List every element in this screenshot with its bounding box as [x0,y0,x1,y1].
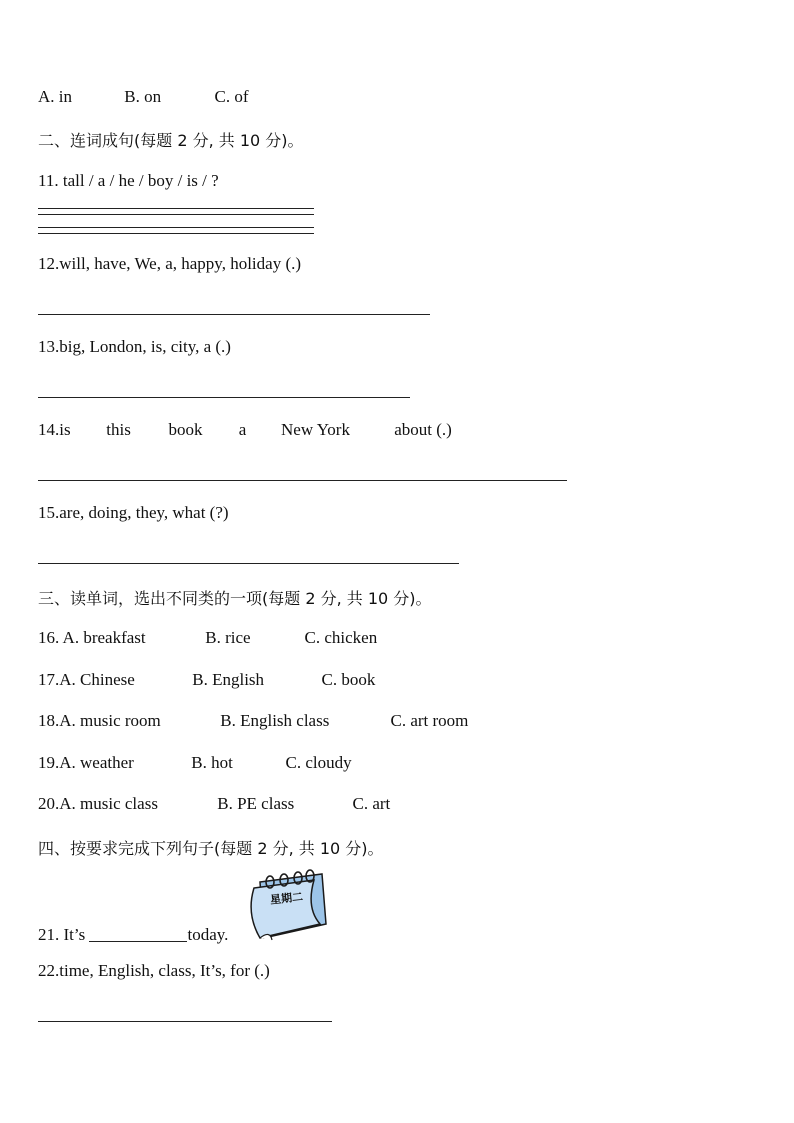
q14-word: a [238,420,247,439]
q14-word: 14.is [38,420,71,439]
q10-option-a: A. in [38,87,72,106]
q16-options [38,628,377,648]
q18-option-c: C. art room [390,711,469,730]
q21-blank[interactable] [89,925,187,942]
q15-text: 15.are, doing, they, what (?) [38,503,229,522]
q17-options [38,670,375,690]
q17-option-c: C. book [321,670,376,689]
q16-option-a: 16. A. breakfast [38,628,146,647]
q19-option-a: 19.A. weather [38,753,134,772]
q20-option-a: 20.A. music class [38,794,158,813]
q14-answer-line [38,480,567,481]
section4-title: 四、按要求完成下列句子(每题 2 分, 共 10 分)。 [38,839,384,858]
q13-answer-line [38,397,410,398]
q11-text: 11. tall / a / he / boy / is / ? [38,171,219,190]
q11-writing-line-4 [38,233,314,234]
q12-text: 12.will, have, We, a, happy, holiday (.) [38,254,302,273]
q22-text: 22.time, English, class, It’s, for (.) [38,961,270,980]
q12-answer-line [38,314,430,315]
q20-option-c: C. art [352,794,391,813]
q11-writing-line-1 [38,208,314,209]
q21-text [38,925,228,945]
q10-option-c: C. of [214,87,249,106]
q19-option-c: C. cloudy [285,753,352,772]
q19-option-b: B. hot [191,753,233,772]
q14-word: New York [281,420,350,439]
q20-option-b: B. PE class [217,794,295,813]
q14-word: book [168,420,203,439]
q14-word: this [106,420,131,439]
q11-writing-line-2 [38,214,314,215]
q21-suffix: today. [187,925,229,944]
q21-prefix: 21. It’s [38,925,90,944]
q18-option-b: B. English class [220,711,330,730]
q16-option-b: B. rice [205,628,251,647]
q18-options [38,711,468,731]
q20-options [38,794,390,814]
q13-text: 13.big, London, is, city, a (.) [38,337,231,356]
section3-title: 三、读单词，选出不同类的一项(每题 2 分, 共 10 分)。 [38,589,432,608]
q22-answer-line [38,1021,332,1022]
q19-options [38,753,352,773]
q18-option-a: 18.A. music room [38,711,161,730]
q15-answer-line [38,563,459,564]
calendar-icon [246,868,330,944]
q17-option-b: B. English [192,670,265,689]
q10-option-b: B. on [124,87,162,106]
q14-word: about (.) [394,420,452,439]
q10-options [38,87,249,107]
q16-option-c: C. chicken [304,628,378,647]
section2-title: 二、连词成句(每题 2 分, 共 10 分)。 [38,131,304,150]
q11-writing-line-3 [38,227,314,228]
q17-option-a: 17.A. Chinese [38,670,135,689]
calendar-day-text: 星期二 [269,890,304,907]
q14-text [38,420,452,440]
